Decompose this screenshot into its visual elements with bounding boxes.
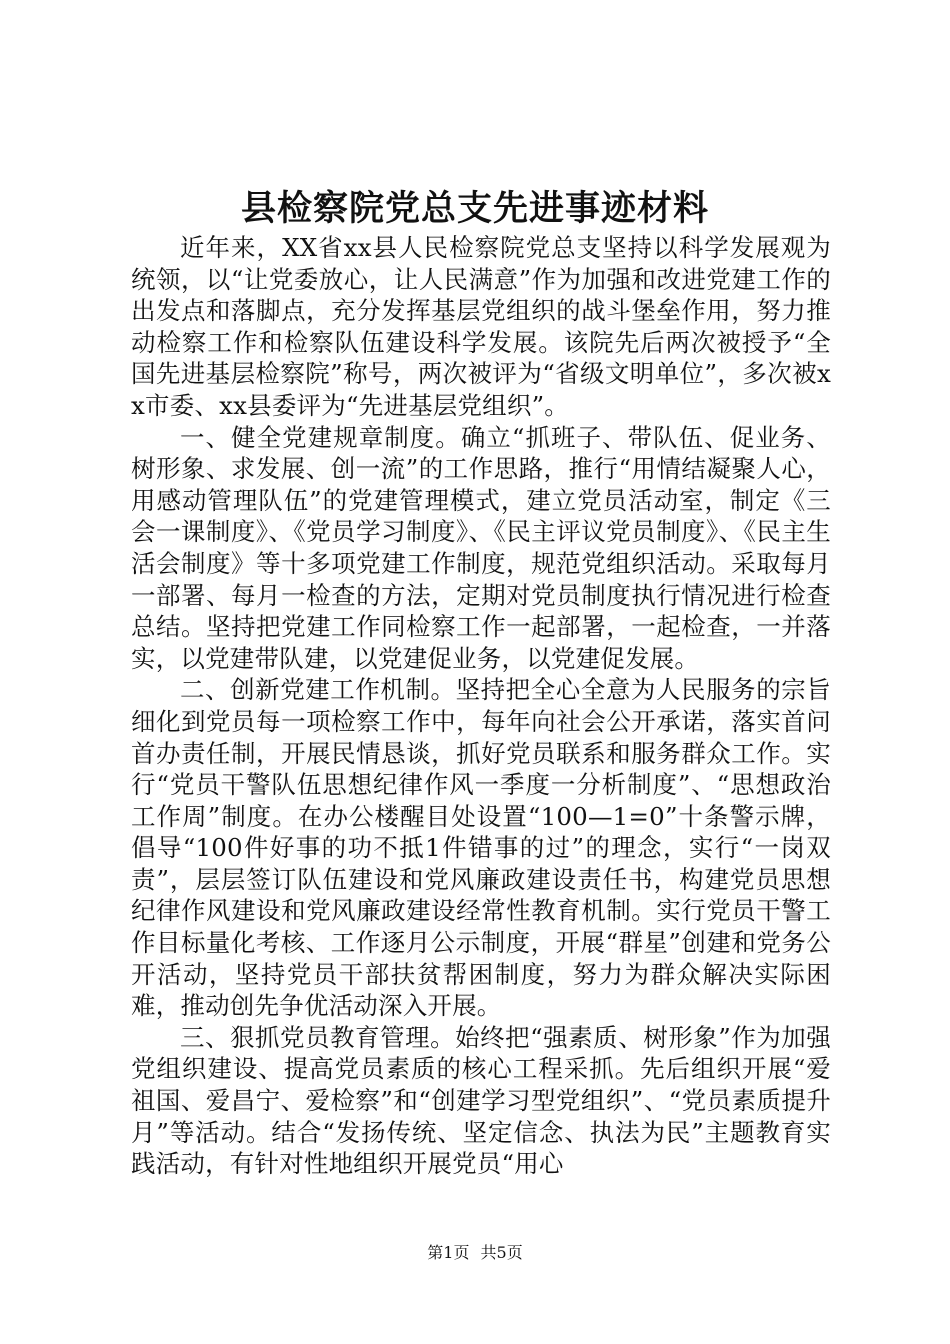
page-number: 第1页 <box>427 1243 470 1262</box>
paragraph-intro: 近年来，XX省xx县人民检察院党总支坚持以科学发展观为统领，以“让党委放心，让人民满意”作为加强和改进党建工作的出发点和落脚点，充分发挥基层党组织的战斗堡垒作用，努力推动检察工作和检察队伍建设科学发展。该院先后两次被授予“全国先进基层检察院”称号，两次被评为“省级文明单位”，多次被xx市委、xx县委评为“先进基层党组织”。 <box>131 233 831 420</box>
page-total: 共5页 <box>480 1243 523 1262</box>
paragraph-section-2: 二、创新党建工作机制。坚持把全心全意为人民服务的宗旨细化到党员每一项检察工作中，每年向社会公开承诺，落实首问首办责任制，开展民情恳谈，抓好党员联系和服务群众工作。实行“党员干警队伍思想纪律作风一季度一分析制度”、“思想政治工作周”制度。在办公楼醒目处设置“100—1=0”十条警示牌，倡导“100件好事的功不抵1件错事的过”的理念，实行“一岗双责”，层层签订队伍建设和党风廉政建设责任书，构建党员思想纪律作风建设和党风廉政建设经常性教育机制。实行党员干警工作目标量化考核、工作逐月公示制度，开展“群星”创建和党务公开活动，坚持党员干部扶贫帮困制度，努力为群众解决实际困难，推动创先争优活动深入开展。 <box>131 675 831 1021</box>
paragraph-section-1: 一、健全党建规章制度。确立“抓班子、带队伍、促业务、树形象、求发展、创一流”的工作思路，推行“用情结凝聚人心，用感动管理队伍”的党建管理模式，建立党员活动室，制定《三会一课制度》、《党员学习制度》、《民主评议党员制度》、《民主生活会制度》等十多项党建工作制度，规范党组织活动。采取每月一部署、每月一检查的方法，定期对党员制度执行情况进行检查总结。坚持把党建工作同检察工作一起部署，一起检查，一并落实，以党建带队建，以党建促业务，以党建促发展。 <box>131 422 831 673</box>
paragraph-section-3: 三、狠抓党员教育管理。始终把“强素质、树形象”作为加强党组织建设、提高党员素质的核心工程采抓。先后组织开展“爱祖国、爱昌宁、爱检察”和“创建学习型党组织”、“党员素质提升月”等活动。结合“发扬传统、坚定信念、执法为民”主题教育实践活动，有针对性地组织开展党员“用心 <box>131 1022 831 1179</box>
document-body <box>131 232 831 1180</box>
page-footer <box>0 1243 950 1263</box>
document-title: 县检察院党总支先进事迹材料 <box>240 188 709 229</box>
